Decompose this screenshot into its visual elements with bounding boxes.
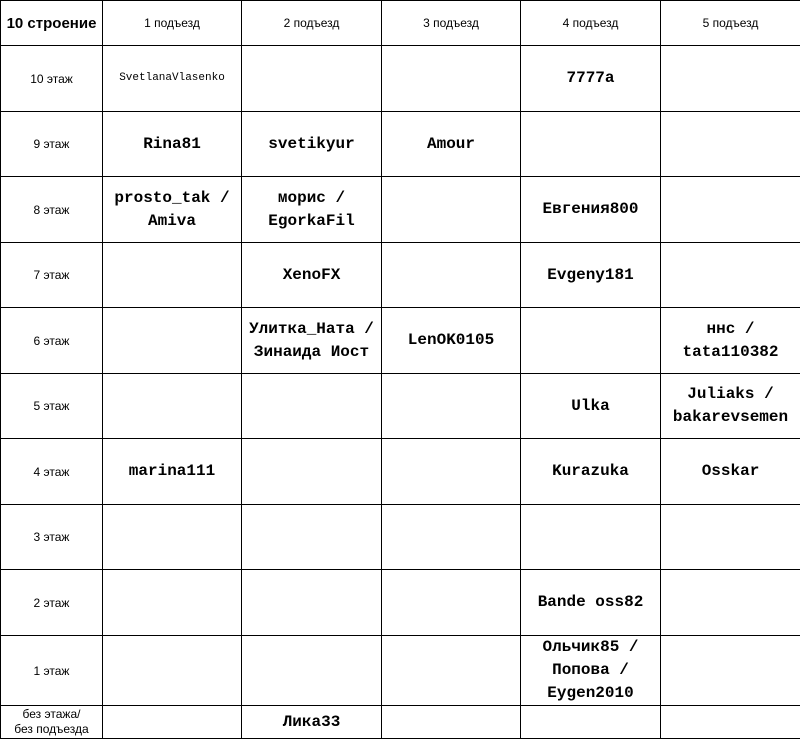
resident-cell [382, 706, 521, 739]
resident-name: tata110382 [661, 341, 800, 364]
resident-cell: Лика33 [242, 706, 382, 739]
floor-label: 6 этаж [1, 308, 103, 374]
resident-cell [242, 439, 382, 505]
resident-cell [382, 243, 521, 308]
building-label: 10 строение [1, 1, 103, 46]
resident-cell: Евгения800 [521, 177, 661, 243]
header-row [1, 1, 800, 46]
resident-cell [103, 308, 242, 374]
floor-label: 1 этаж [1, 636, 103, 706]
floor-label: 4 этаж [1, 439, 103, 505]
floor-label: 5 этаж [1, 374, 103, 439]
resident-cell [242, 636, 382, 706]
resident-cell [382, 177, 521, 243]
resident-name: EgorkaFil [242, 210, 381, 233]
header-entrance-4: 4 подъезд [521, 1, 661, 46]
resident-cell [661, 177, 800, 243]
resident-cell: svetikyur [242, 112, 382, 177]
resident-cell [521, 505, 661, 570]
resident-cell [661, 505, 800, 570]
resident-name: Ольчик85 / [521, 636, 660, 659]
no-floor-label: без этажа/ [1, 707, 102, 722]
resident-cell: 7777a [521, 46, 661, 112]
resident-cell: XenoFX [242, 243, 382, 308]
table-row [1, 706, 800, 739]
floor-label: 9 этаж [1, 112, 103, 177]
resident-cell [103, 177, 242, 243]
resident-cell [521, 308, 661, 374]
resident-cell [382, 570, 521, 636]
resident-cell: marina111 [103, 439, 242, 505]
resident-cell: Rina81 [103, 112, 242, 177]
resident-cell [521, 706, 661, 739]
resident-cell [661, 570, 800, 636]
resident-cell [103, 636, 242, 706]
resident-name: Улитка_Ната / [242, 318, 381, 341]
resident-name: ннс / [661, 318, 800, 341]
table-row [1, 46, 800, 112]
header-entrance-2: 2 подъезд [242, 1, 382, 46]
floor-label: 8 этаж [1, 177, 103, 243]
resident-cell [521, 112, 661, 177]
resident-cell [382, 46, 521, 112]
resident-cell [661, 374, 800, 439]
resident-cell [661, 706, 800, 739]
resident-name: prosto_tak / [103, 187, 241, 210]
header-entrance-5: 5 подъезд [661, 1, 800, 46]
resident-cell: Osskar [661, 439, 800, 505]
resident-cell [661, 243, 800, 308]
resident-cell [103, 374, 242, 439]
resident-cell [103, 505, 242, 570]
resident-cell [661, 636, 800, 706]
resident-cell: Bande oss82 [521, 570, 661, 636]
resident-name: Amiva [103, 210, 241, 233]
resident-cell: LenOK0105 [382, 308, 521, 374]
resident-cell: Ulka [521, 374, 661, 439]
resident-cell [382, 505, 521, 570]
table-row [1, 636, 800, 706]
resident-cell [382, 636, 521, 706]
no-entrance-label: без подъезда [1, 722, 102, 737]
floor-label: 7 этаж [1, 243, 103, 308]
resident-cell [382, 374, 521, 439]
table-row [1, 243, 800, 308]
resident-cell [661, 308, 800, 374]
header-entrance-1: 1 подъезд [103, 1, 242, 46]
resident-name: bakarevsemen [661, 406, 800, 429]
resident-name: морис / [242, 187, 381, 210]
floor-label: 10 этаж [1, 46, 103, 112]
resident-cell [242, 374, 382, 439]
resident-cell [661, 112, 800, 177]
resident-cell [242, 570, 382, 636]
resident-cell [242, 308, 382, 374]
resident-cell [242, 505, 382, 570]
resident-cell: Evgeny181 [521, 243, 661, 308]
resident-name: Попова / [521, 659, 660, 682]
resident-cell: SvetlanaVlasenko [103, 46, 242, 112]
resident-cell [103, 570, 242, 636]
resident-cell: Amour [382, 112, 521, 177]
table-row [1, 570, 800, 636]
resident-cell [382, 439, 521, 505]
resident-cell [521, 636, 661, 706]
resident-name: Eygen2010 [521, 682, 660, 705]
floor-label: 3 этаж [1, 505, 103, 570]
resident-cell [103, 243, 242, 308]
table-row [1, 439, 800, 505]
resident-cell [661, 46, 800, 112]
resident-name: Juliaks / [661, 383, 800, 406]
floor-label: 2 этаж [1, 570, 103, 636]
table-row [1, 374, 800, 439]
floor-label [1, 706, 103, 739]
table-row [1, 177, 800, 243]
table-row [1, 308, 800, 374]
header-entrance-3: 3 подъезд [382, 1, 521, 46]
table-row [1, 505, 800, 570]
resident-name: Зинаида Иост [242, 341, 381, 364]
resident-cell: Kurazuka [521, 439, 661, 505]
table-row [1, 112, 800, 177]
resident-cell [242, 46, 382, 112]
resident-cell [242, 177, 382, 243]
resident-cell [103, 706, 242, 739]
